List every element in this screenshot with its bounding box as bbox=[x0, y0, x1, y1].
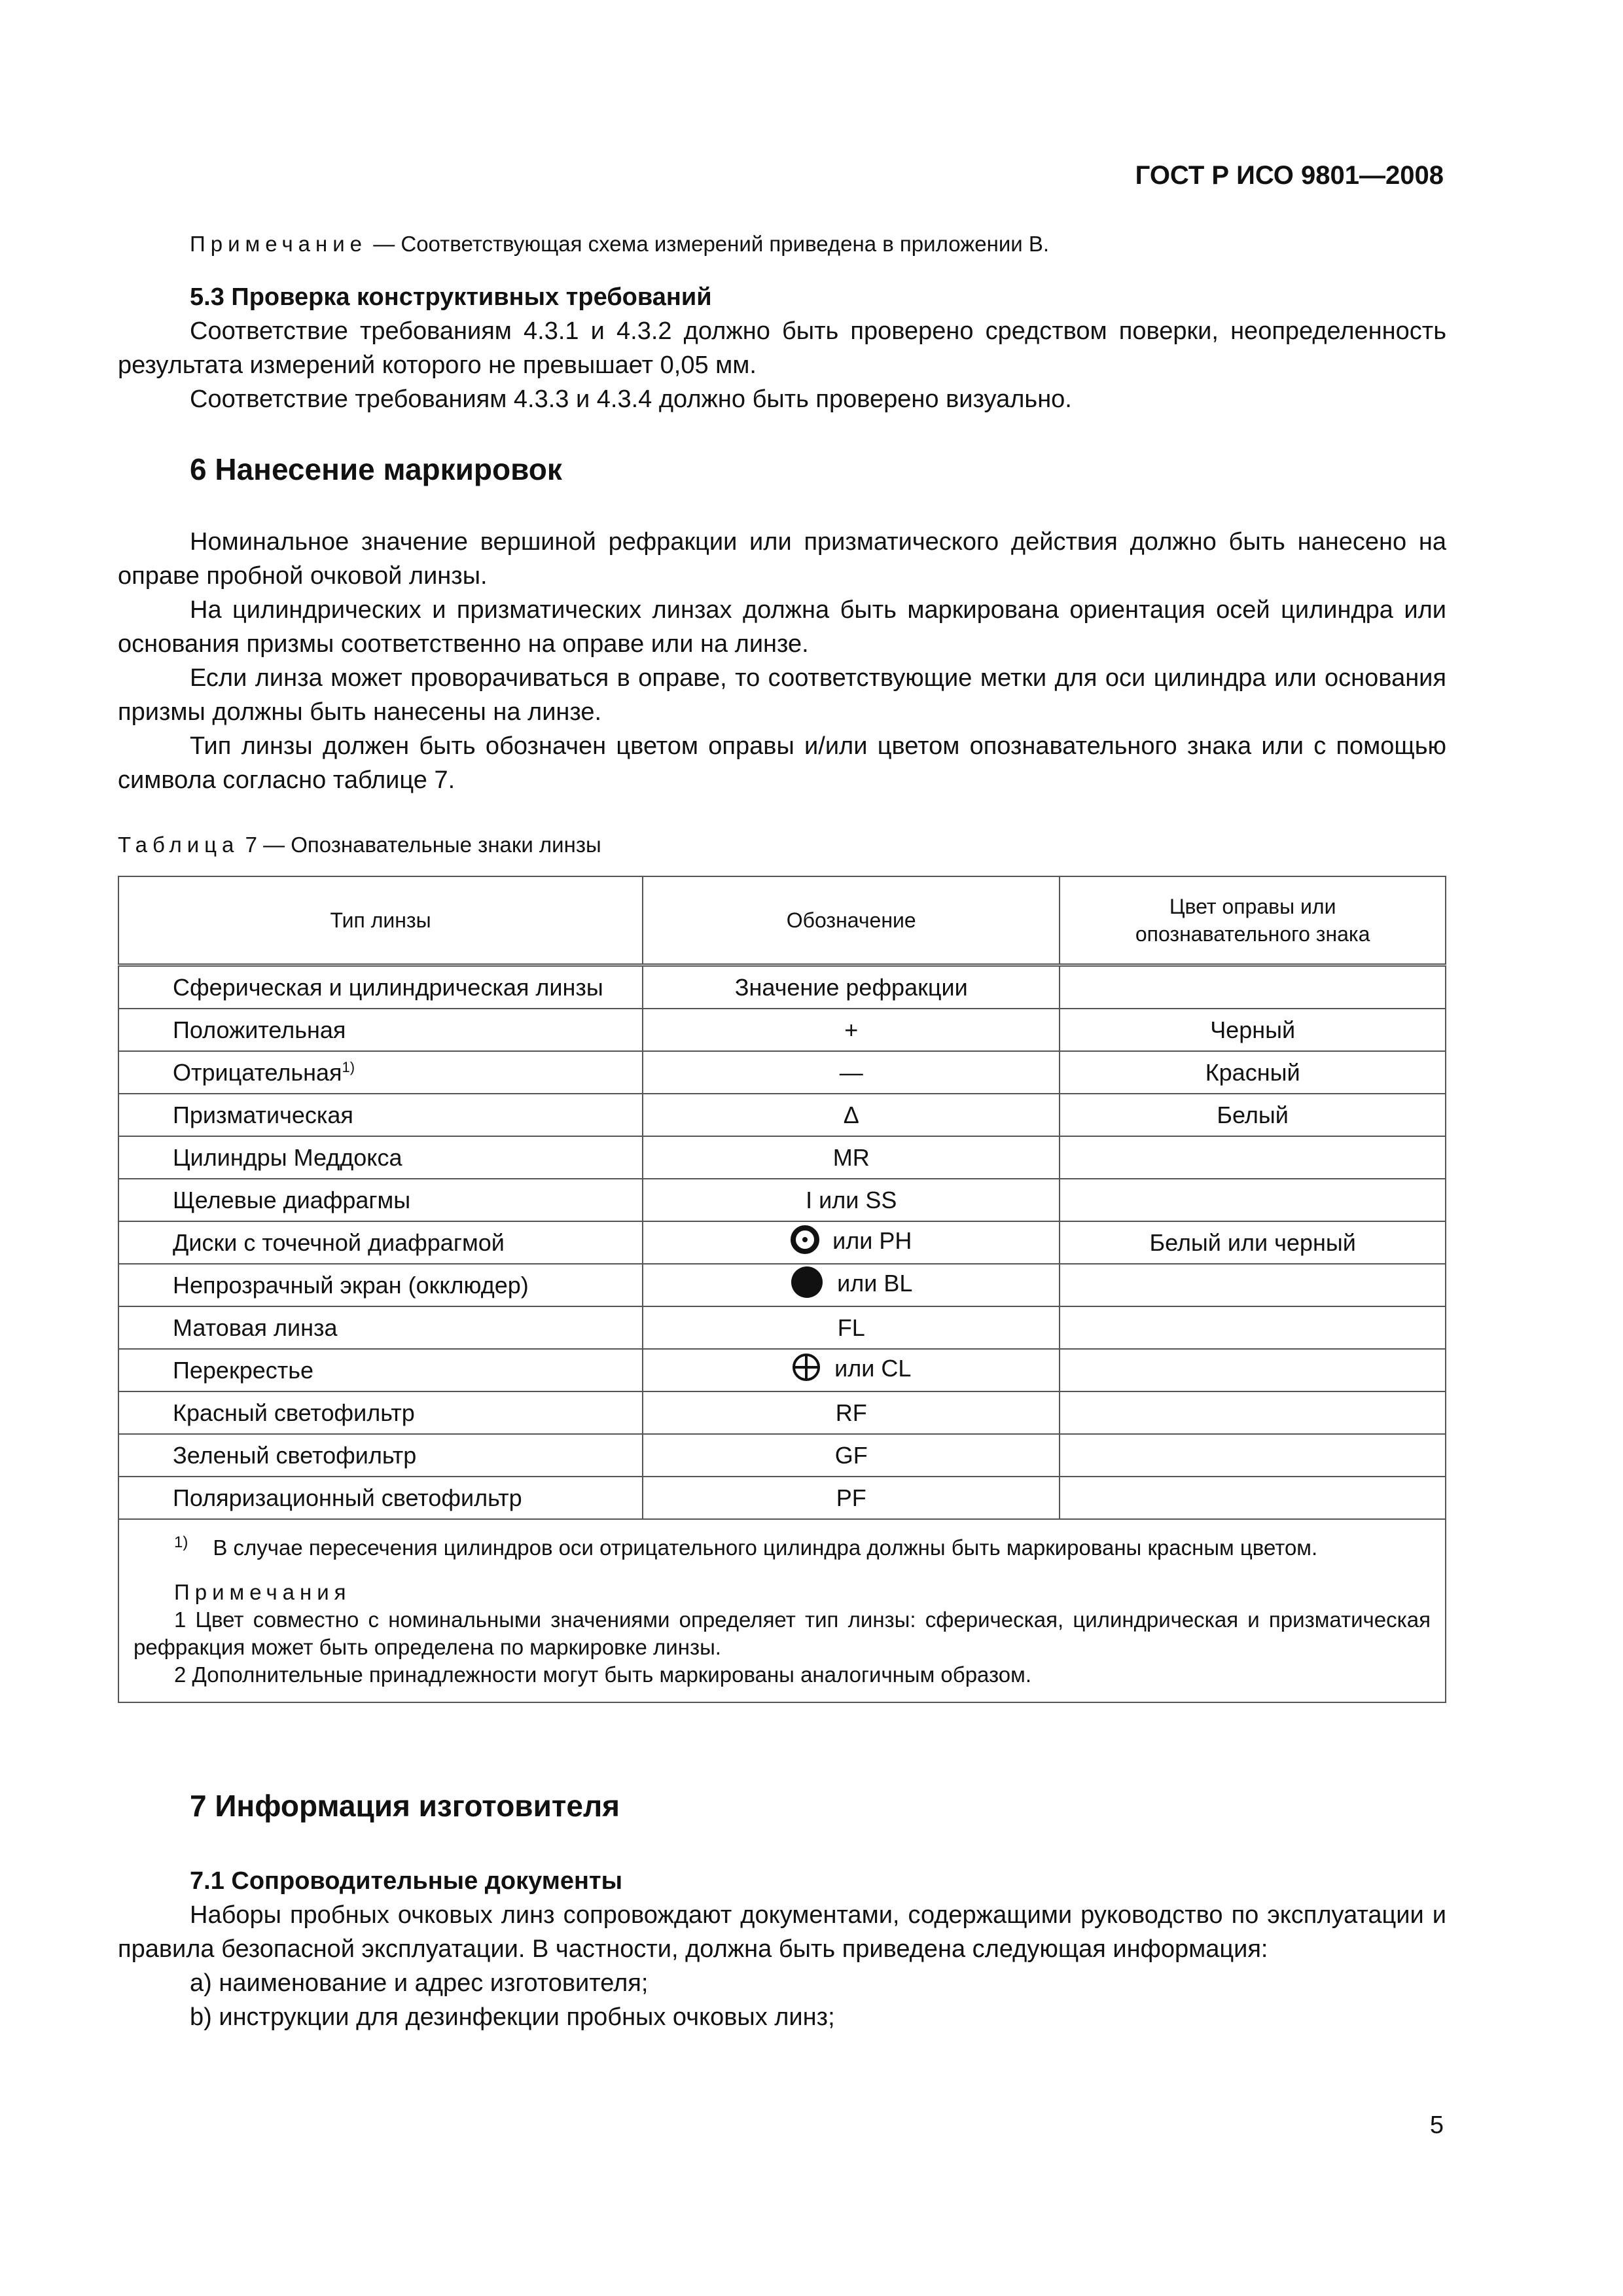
table-row bbox=[118, 1391, 1446, 1434]
page-number: 5 bbox=[1429, 2111, 1444, 2139]
designation-text: — bbox=[839, 1058, 863, 1086]
lens-type-text: Поляризационный светофильтр bbox=[173, 1484, 522, 1511]
table-row bbox=[118, 1136, 1446, 1179]
table-caption-text: 7 — Опознавательные знаки линзы bbox=[245, 833, 601, 857]
section-6-paragraph-4: Тип линзы должен быть обозначен цветом оправы и/или цветом опознавательного знака или с помощью символа согласно таблице 7. bbox=[118, 732, 1446, 794]
lens-type-text: Диски с точечной диафрагмой bbox=[173, 1229, 505, 1256]
cell-designation bbox=[643, 1349, 1060, 1391]
table-row bbox=[118, 1221, 1446, 1264]
note-text: — Соответствующая схема измерений приведена в приложении В. bbox=[373, 232, 1050, 256]
cell-color bbox=[1060, 1434, 1446, 1477]
ring-dot-icon bbox=[791, 1225, 819, 1260]
top-note bbox=[118, 229, 1446, 259]
designation-text: или CL bbox=[834, 1355, 912, 1382]
table-row bbox=[118, 1051, 1446, 1094]
list-item-b: b) инструкции для дезинфекции пробных очковых линз; bbox=[190, 2003, 835, 2031]
section-7-1 bbox=[118, 1864, 1446, 2034]
cell-lens-type bbox=[118, 1477, 643, 1519]
cell-color bbox=[1060, 1306, 1446, 1349]
cell-designation bbox=[643, 1434, 1060, 1477]
header-color: Цвет оправы или опознавательного знака bbox=[1060, 876, 1446, 965]
header-lens-type: Тип линзы bbox=[118, 876, 643, 965]
cell-lens-type bbox=[118, 1094, 643, 1136]
cell-lens-type bbox=[118, 1349, 643, 1391]
cell-designation bbox=[643, 1051, 1060, 1094]
table-header-row bbox=[118, 876, 1446, 965]
footnote-mark: 1) bbox=[174, 1534, 188, 1551]
cell-lens-type bbox=[118, 1179, 643, 1221]
cell-lens-type bbox=[118, 1391, 643, 1434]
designation-text: или PH bbox=[832, 1227, 912, 1255]
designation-text: PF bbox=[836, 1484, 866, 1511]
section-7-1-paragraph: Наборы пробных очковых линз сопровождают документами, содержащими руководство по эксплуатации и правила безопасной эксплуатации. В частности, должна быть приведена следующая информация: bbox=[118, 1901, 1446, 1963]
list-item-a: a) наименование и адрес изготовителя; bbox=[190, 1969, 649, 1997]
cell-color bbox=[1060, 1179, 1446, 1221]
section-6-paragraph-2: На цилиндрических и призматических линзах должна быть маркирована ориентация осей цилиндра или основания призмы соответственно на оправе или на линзе. bbox=[118, 596, 1446, 658]
table-note-1: 1 Цвет совместно с номинальными значениями определяет тип линзы: сферическая, цилиндрическая и призматическая рефракция может быть определена по маркировке линзы. bbox=[134, 1607, 1431, 1659]
cell-designation bbox=[643, 1306, 1060, 1349]
cell-designation bbox=[643, 1136, 1060, 1179]
section-7-1-title: 7.1 Сопроводительные документы bbox=[190, 1867, 623, 1895]
table-note-2: 2 Дополнительные принадлежности могут быть маркированы аналогичным образом. bbox=[174, 1662, 1031, 1687]
cell-designation bbox=[643, 1221, 1060, 1264]
section-6-title: 6 Нанесение маркировок bbox=[190, 452, 562, 486]
lens-type-text: Положительная bbox=[173, 1016, 346, 1043]
filled-circle-icon bbox=[790, 1265, 824, 1305]
lens-type-text: Непрозрачный экран (окклюдер) bbox=[173, 1271, 529, 1299]
section-6-paragraph-1: Номинальное значение вершиной рефракции или призматического действия должно быть нанесено на оправе пробной очковой линзы. bbox=[118, 528, 1446, 590]
section-7-title: 7 Информация изготовителя bbox=[190, 1789, 620, 1823]
lens-type-text: Перекрестье bbox=[173, 1356, 313, 1384]
cell-lens-type bbox=[118, 1434, 643, 1477]
cell-color bbox=[1060, 1391, 1446, 1434]
table-caption bbox=[118, 830, 1446, 860]
cell-lens-type bbox=[118, 1221, 643, 1264]
cell-lens-type bbox=[118, 1009, 643, 1051]
footnote-text: В случае пересечения цилиндров оси отрицательного цилиндра должны быть маркированы красным цветом. bbox=[213, 1535, 1318, 1560]
section-6-paragraph-3: Если линза может проворачиваться в оправе, то соответствующие метки для оси цилиндра или основания призмы должны быть нанесены на линзе. bbox=[118, 664, 1446, 726]
cell-color bbox=[1060, 1349, 1446, 1391]
section-5-3-paragraph-2: Соответствие требованиям 4.3.3 и 4.3.4 должно быть проверено визуально. bbox=[190, 386, 1072, 413]
cell-designation bbox=[643, 1264, 1060, 1306]
header-designation: Обозначение bbox=[643, 876, 1060, 965]
designation-text: Δ bbox=[843, 1101, 859, 1128]
lens-type-text: Цилиндры Меддокса bbox=[173, 1143, 402, 1171]
cell-color bbox=[1060, 1264, 1446, 1306]
table-row bbox=[118, 1349, 1446, 1391]
table-row bbox=[118, 965, 1446, 1009]
cell-color bbox=[1060, 965, 1446, 1009]
cell-color bbox=[1060, 1051, 1446, 1094]
cell-lens-type bbox=[118, 1306, 643, 1349]
cell-color bbox=[1060, 1094, 1446, 1136]
lens-type-text: Призматическая bbox=[173, 1101, 353, 1128]
table-row bbox=[118, 1179, 1446, 1221]
table-row bbox=[118, 1009, 1446, 1051]
section-6 bbox=[118, 452, 1446, 487]
footnote bbox=[134, 1529, 1431, 1562]
lens-type-text: Матовая линза bbox=[173, 1314, 338, 1341]
table-row bbox=[118, 1477, 1446, 1519]
table-row bbox=[118, 1094, 1446, 1136]
cell-lens-type bbox=[118, 1136, 643, 1179]
lens-type-text: Щелевые диафрагмы bbox=[173, 1186, 411, 1213]
cell-lens-type bbox=[118, 1051, 643, 1094]
crosshair-circle-icon bbox=[791, 1352, 821, 1388]
cell-designation bbox=[643, 1477, 1060, 1519]
cell-designation bbox=[643, 1094, 1060, 1136]
section-5-3 bbox=[118, 280, 1446, 416]
designation-text: GF bbox=[834, 1441, 868, 1469]
lens-type-text: Отрицательная bbox=[173, 1058, 342, 1086]
designation-text: + bbox=[844, 1016, 859, 1043]
cell-designation bbox=[643, 1391, 1060, 1434]
cell-color bbox=[1060, 1009, 1446, 1051]
document-code: ГОСТ Р ИСО 9801—2008 bbox=[1135, 161, 1444, 190]
lens-type-text: Зеленый светофильтр bbox=[173, 1441, 417, 1469]
table-row bbox=[118, 1306, 1446, 1349]
color-text: Белый или черный bbox=[1149, 1229, 1356, 1256]
designation-text: RF bbox=[835, 1399, 867, 1426]
designation-text: или BL bbox=[837, 1270, 913, 1297]
table-row bbox=[118, 1264, 1446, 1306]
footnote-ref: 1) bbox=[342, 1058, 355, 1075]
table-body bbox=[118, 965, 1446, 1520]
cell-color bbox=[1060, 1477, 1446, 1519]
section-5-3-paragraph-1: Соответствие требованиям 4.3.1 и 4.3.2 должно быть проверено средством поверки, неопределенность результата измерений которого не превышает 0,05 мм. bbox=[118, 317, 1446, 379]
designation-text: Значение рефракции bbox=[734, 973, 968, 1001]
cell-color bbox=[1060, 1136, 1446, 1179]
lens-type-text: Красный светофильтр bbox=[173, 1399, 415, 1426]
designation-text: I или SS bbox=[806, 1186, 897, 1213]
cell-designation bbox=[643, 1009, 1060, 1051]
designation-text: MR bbox=[832, 1143, 870, 1171]
table-row bbox=[118, 1434, 1446, 1477]
designation-text: FL bbox=[837, 1314, 865, 1341]
notes-label: Примечания bbox=[174, 1580, 351, 1604]
section-6-body bbox=[118, 525, 1446, 797]
cell-designation bbox=[643, 1179, 1060, 1221]
color-text: Красный bbox=[1205, 1058, 1300, 1086]
cell-lens-type bbox=[118, 965, 643, 1009]
cell-designation bbox=[643, 965, 1060, 1009]
cell-lens-type bbox=[118, 1264, 643, 1306]
lens-marking-table bbox=[118, 876, 1446, 1703]
cell-color bbox=[1060, 1221, 1446, 1264]
color-text: Черный bbox=[1210, 1016, 1296, 1043]
section-7 bbox=[118, 1788, 1446, 1823]
color-text: Белый bbox=[1217, 1101, 1289, 1128]
section-5-3-title: 5.3 Проверка конструктивных требований bbox=[190, 283, 712, 311]
note-label: Примечание bbox=[190, 232, 368, 256]
table-footer-row bbox=[118, 1519, 1446, 1702]
table-caption-label: Таблица bbox=[118, 833, 240, 857]
table-footer bbox=[118, 1519, 1446, 1702]
lens-type-text: Сферическая и цилиндрическая линзы bbox=[173, 973, 603, 1001]
